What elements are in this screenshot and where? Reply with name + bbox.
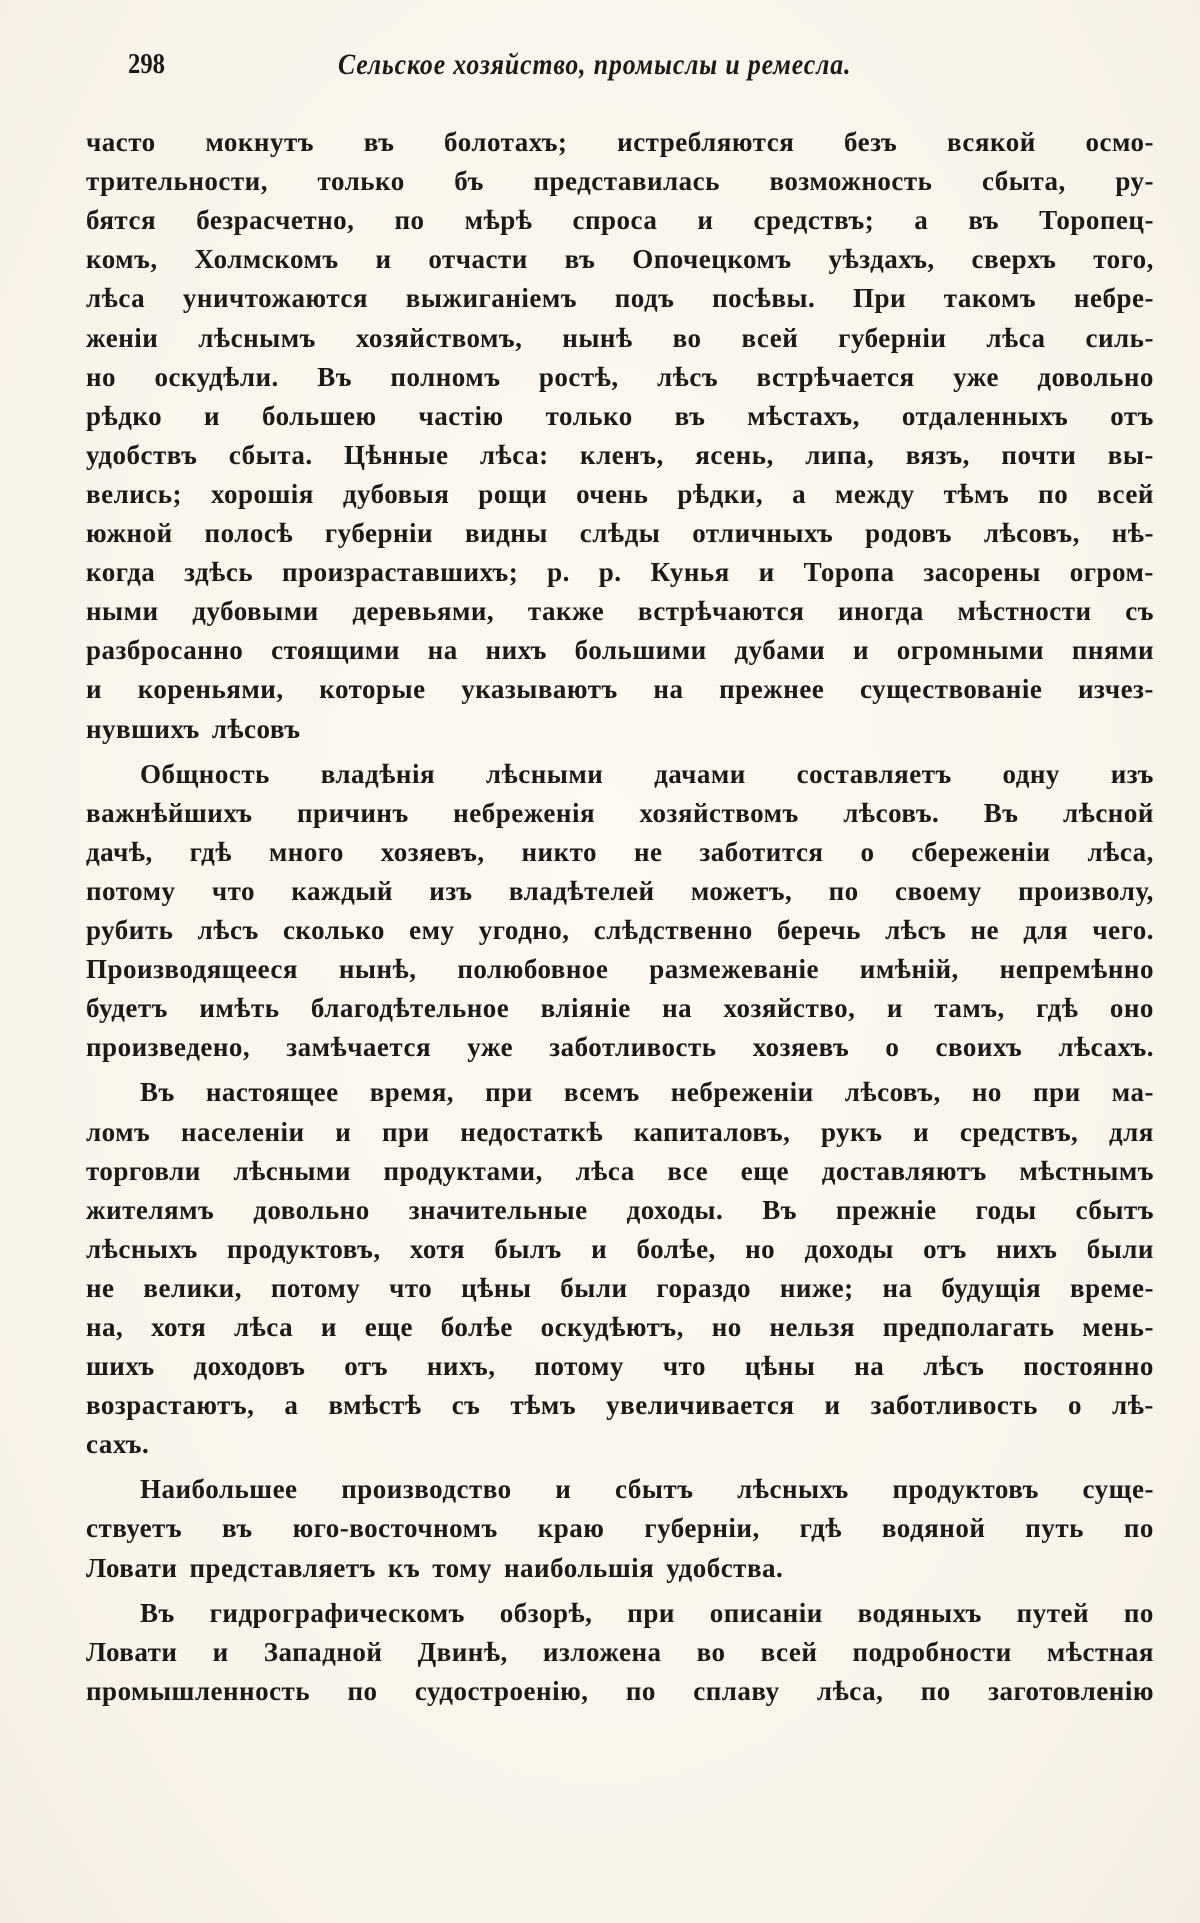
text-line: важнѣйшихъ причинъ небреженія хозяйствомъ лѣсовъ. Въ лѣсной	[86, 798, 1154, 828]
text-line: рѣдко и большею частію только въ мѣстахъ, отдаленныхъ отъ	[86, 401, 1154, 431]
text-line: дачѣ, гдѣ много хозяевъ, никто не заботится о сбереженіи лѣса,	[86, 837, 1154, 867]
text-line: рубить лѣсъ сколько ему угодно, слѣдственно беречь лѣсъ не для чего.	[86, 915, 1154, 945]
text-line: шихъ доходовъ отъ нихъ, потому что цѣны на лѣсъ постоянно	[86, 1351, 1154, 1381]
text-line: сахъ.	[86, 1429, 150, 1459]
text-line: торговли лѣсными продуктами, лѣса все еще доставляютъ мѣстнымъ	[86, 1156, 1154, 1186]
text-line: когда здѣсь произраставшихъ; р. р. Кунья и Торопа засорены огром-	[86, 557, 1154, 587]
text-line: женіи лѣснымъ хозяйствомъ, нынѣ во всей губерніи лѣса силь-	[86, 323, 1154, 353]
text-line: не велики, потому что цѣны были гораздо ниже; на будущія време-	[86, 1273, 1154, 1303]
text-line: велись; хорошія дубовыя рощи очень рѣдки, а между тѣмъ по всей	[86, 479, 1154, 509]
text-line: лѣса уничтожаются выжиганіемъ подъ посѣвы. При такомъ небре-	[86, 283, 1154, 313]
text-line: южной полосѣ губерніи видны слѣды отличныхъ родовъ лѣсовъ, нѣ-	[86, 518, 1154, 548]
text-line: ломъ населеніи и при недостаткѣ капиталовъ, рукъ и средствъ, для	[86, 1117, 1154, 1147]
text-line: и кореньями, которые указываютъ на прежнее существованіе изчез-	[86, 674, 1154, 704]
text-line: на, хотя лѣса и еще болѣе оскудѣютъ, но нельзя предполагать мень-	[86, 1312, 1154, 1342]
text-line: Общность владѣнія лѣсными дачами составляетъ одну изъ	[140, 759, 1154, 789]
text-line: комъ, Холмскомъ и отчасти въ Опочецкомъ уѣздахъ, сверхъ того,	[86, 244, 1154, 274]
text-line: но оскудѣли. Въ полномъ ростѣ, лѣсъ встрѣчается уже довольно	[86, 362, 1154, 392]
text-line: потому что каждый изъ владѣтелей можетъ, по своему произволу,	[86, 876, 1154, 906]
text-line: ными дубовыми деревьями, также встрѣчаются иногда мѣстности съ	[86, 596, 1154, 626]
text-line: Ловати и Западной Двинѣ, изложена во всей подробности мѣстная	[86, 1637, 1154, 1667]
text-line: удобствъ сбыта. Цѣнные лѣса: кленъ, ясень, липа, вязъ, почти вы-	[86, 440, 1154, 470]
text-line: бятся безрасчетно, по мѣрѣ спроса и средствъ; а въ Торопец-	[86, 205, 1154, 235]
page-header	[128, 48, 988, 88]
text-line: лѣсныхъ продуктовъ, хотя былъ и болѣе, но доходы отъ нихъ были	[86, 1234, 1154, 1264]
text-line: произведено, замѣчается уже заботливость хозяевъ о своихъ лѣсахъ.	[86, 1032, 1154, 1062]
text-line: возрастаютъ, а вмѣстѣ съ тѣмъ увеличивается и заботливость о лѣ-	[86, 1390, 1154, 1420]
text-line: часто мокнутъ въ болотахъ; истребляются безъ всякой осмо-	[86, 127, 1154, 157]
text-line: Въ настоящее время, при всемъ небреженіи лѣсовъ, но при ма-	[140, 1077, 1154, 1107]
text-line: промышленность по судостроенію, по сплаву лѣса, по заготовленію	[86, 1676, 1154, 1706]
text-line: нувшихъ лѣсовъ	[86, 714, 301, 744]
running-head: Сельское хозяйство, промыслы и ремесла.	[338, 48, 852, 81]
text-line: жителямъ довольно значительные доходы. Въ прежніе годы сбытъ	[86, 1195, 1154, 1225]
text-line: будетъ имѣть благодѣтельное вліяніе на хозяйство, и тамъ, гдѣ оно	[86, 993, 1154, 1023]
text-line: ствуетъ въ юго-восточномъ краю губерніи, гдѣ водяной путь по	[86, 1513, 1154, 1543]
text-line: разбросанно стоящими на нихъ большими дубами и огромными пнями	[86, 635, 1154, 665]
page-number: 298	[128, 48, 165, 80]
text-line: Въ гидрографическомъ обзорѣ, при описаніи водяныхъ путей по	[140, 1598, 1154, 1628]
text-line: Наибольшее производство и сбытъ лѣсныхъ продуктовъ суще-	[140, 1474, 1154, 1504]
text-line: трительности, только бъ представилась возможность сбыта, ру-	[86, 166, 1154, 196]
text-line: Ловати представляетъ къ тому наибольшія удобства.	[86, 1553, 784, 1583]
text-line: Производящееся нынѣ, полюбовное размежеваніе имѣній, непремѣнно	[86, 954, 1154, 984]
